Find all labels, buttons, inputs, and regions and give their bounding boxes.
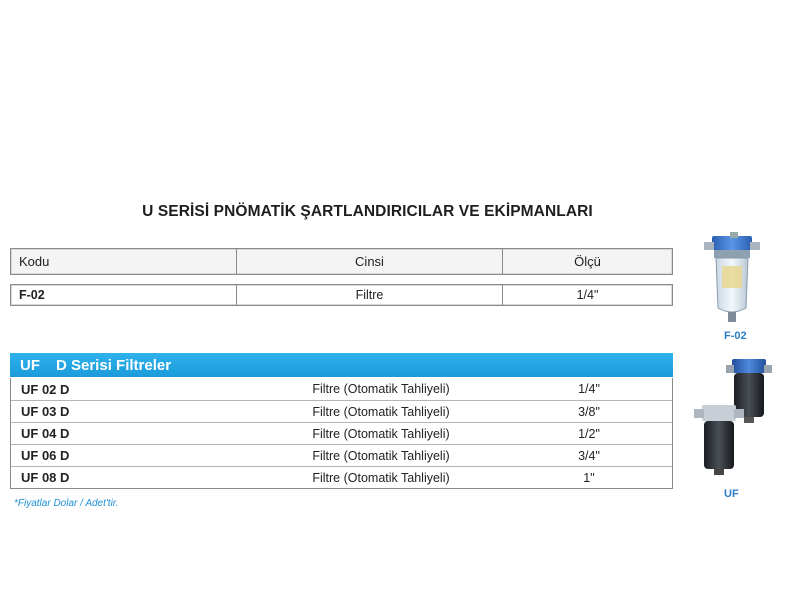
series-label: D Serisi Filtreler [56,356,172,374]
table-row [11,400,672,422]
row-type: Filtre (Otomatik Tahliyeli) [312,426,450,441]
product-table-u-series [10,248,673,306]
table-header [10,248,673,275]
row-code: UF 06 D [21,448,70,463]
row-size: 1/2" [578,426,600,441]
row-type: Filtre (Otomatik Tahliyeli) [312,448,450,463]
f02-filter-product-image-icon [700,228,770,328]
row-type: Filtre [237,285,503,305]
table-row [11,378,672,400]
row-type: Filtre (Otomatik Tahliyeli) [312,470,450,485]
row-size: 3/8" [578,404,600,419]
series-code: UF [20,356,40,374]
row-size: 1/4" [578,382,600,396]
table-row [11,466,672,488]
page-title: U SERİSİ PNÖMATİK ŞARTLANDIRICILAR VE EKİPMANLARI [142,203,593,220]
row-code: UF 02 D [21,381,70,397]
header-code: Kodu [11,249,237,274]
table-row [10,284,673,306]
row-code: UF 03 D [21,404,70,419]
uf-product-label: UF [724,488,739,500]
series-header-band [10,353,673,377]
row-code: UF 04 D [21,426,70,441]
row-code: F-02 [11,285,237,305]
header-size: Ölçü [574,254,601,269]
header-type: Cinsi [237,249,503,274]
row-type: Filtre (Otomatik Tahliyeli) [312,404,450,419]
f02-product-label: F-02 [724,330,747,342]
price-footnote: *Fiyatlar Dolar / Adet'tir. [14,498,119,509]
row-code: UF 08 D [21,470,70,485]
row-size: 1" [583,470,595,485]
table-row [11,444,672,466]
uf-filter-product-image-icon [688,355,778,480]
row-size: 1/4" [576,288,599,302]
row-type: Filtre (Otomatik Tahliyeli) [312,382,450,396]
product-table-uf-series [10,378,673,489]
row-size: 3/4" [578,448,600,463]
table-row [11,422,672,444]
